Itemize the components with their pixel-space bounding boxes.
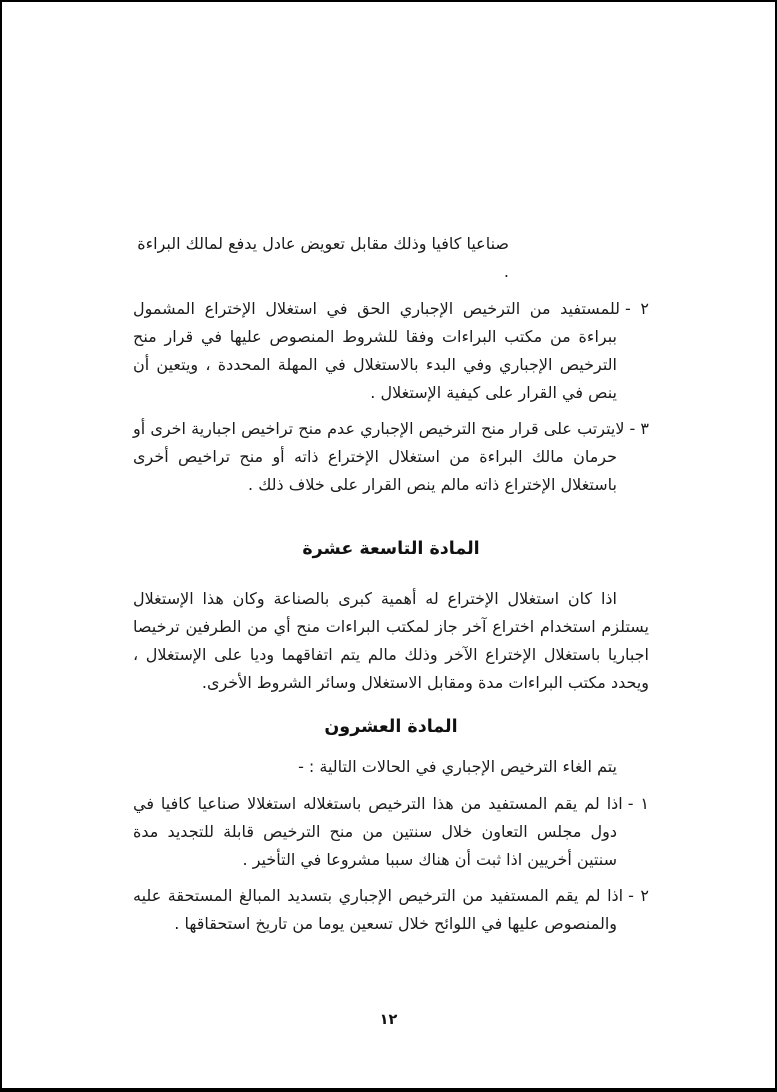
list-item-2b — [133, 882, 649, 938]
document-text-block — [133, 230, 649, 946]
item-number: ٢ - — [625, 299, 649, 318]
article-19-title: المادة التاسعة عشرة — [302, 539, 480, 559]
item-text: اذا لم يقم المستفيد من الترخيص الإجباري بتسديد المبالغ المستحقة عليه والمنصوص عليها في اللوائح خلال تسعين يوما من تاريخ استحقاقها . — [133, 886, 624, 933]
item-number: ١ - — [627, 794, 650, 813]
list-item-2 — [133, 295, 649, 407]
article-19-body: اذا كان استغلال الإختراع له أهمية كبرى بالصناعة وكان هذا الإستغلال يستلزم استخدام اختراع آخر جاز لمكتب البراءات منح أي من الطرفين ترخيصا اجباريا باستغلال الإختراع الآخر وذلك مالم يتم اتفاقهما وديا على الإستغلال ، ويحدد مكتب البراءات مدة ومقابل الاستغلال وسائر الشروط الأخرى. — [133, 589, 649, 692]
item-number: ٢ - — [628, 886, 650, 905]
page-number: ١٢ — [379, 1012, 398, 1028]
list-item-1 — [133, 790, 649, 874]
item-text: للمستفيد من الترخيص الإجباري الحق في استغلال الإختراع المشمول ببراءة من مكتب البراءات وفقا للشروط المنصوص عليها في قرار منح الترخيص الإجباري وفي البدء بالاستغلال في المهلة المحددة ، ويتعين أن ينص في القرار على كيفية الإستغلال . — [133, 299, 620, 402]
paragraph-continuation: صناعيا كافيا وذلك مقابل تعويض عادل يدفع لمالك البراءة . — [137, 234, 509, 281]
item-text: لايترتب على قرار منح الترخيص الإجباري عدم منح تراخيص اجبارية اخرى أو حرمان مالك البراءة من استغلال الإختراع ذاته أو منح تراخيص أخرى باستغلال الإختراع ذاته مالم ينص القرار على خلاف ذلك . — [133, 419, 625, 494]
item-text: اذا لم يقم المستفيد من هذا الترخيص باستغلاله استغلالا صناعيا كافيا في دول مجلس التعاون خلال سنتين من منح الترخيص قابلة للتجديد مدة سنتين أخريين اذا ثبت أن هناك سببا مشروعا في التأخير . — [133, 794, 623, 869]
item-number: ٣ - — [629, 419, 650, 438]
article-20-title: المادة العشرون — [324, 717, 458, 737]
article-20-intro: يتم الغاء الترخيص الإجباري في الحالات التالية : - — [298, 757, 617, 776]
list-item-3 — [133, 415, 649, 499]
